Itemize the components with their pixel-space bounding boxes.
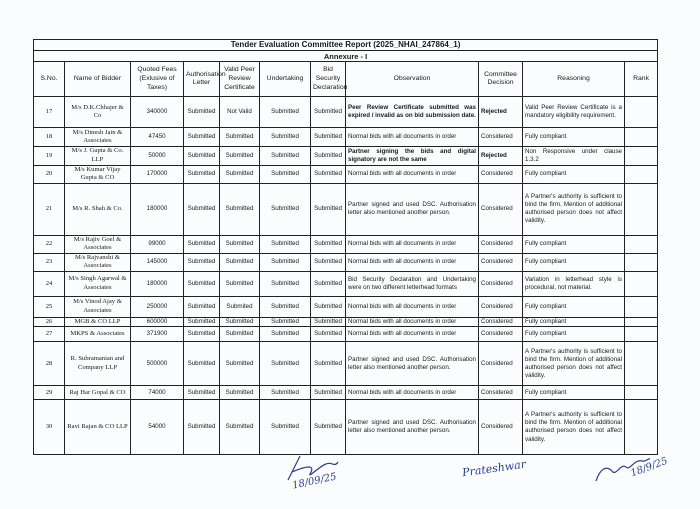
header-row: [34, 62, 658, 97]
cell-rank: [625, 386, 658, 400]
header-undertaking: Undertaking: [260, 62, 311, 97]
cell-peer: Submitted: [220, 147, 260, 165]
table-row: [34, 235, 658, 253]
cell-peer: Submitted: [220, 271, 260, 296]
cell-observation: Normal bids with all documents in order: [346, 253, 479, 271]
cell-peer: Submitted: [220, 386, 260, 400]
cell-undertaking: Submitted: [260, 183, 311, 235]
cell-name: Ravi Rajan & CO LLP: [65, 400, 131, 455]
cell-auth: Submitted: [184, 183, 220, 235]
cell-fees: 170000: [131, 165, 184, 183]
cell-auth: Submitted: [184, 271, 220, 296]
table-row: [34, 317, 658, 327]
table-row: [34, 271, 658, 296]
cell-decision: Considered: [479, 183, 523, 235]
cell-observation: Partner signed and used DSC. Authorisation letter also mentioned another person.: [346, 342, 479, 386]
cell-reasoning: A Partner's authority is sufficient to bind the firm. Mention of additional authorised person does not affect validity.: [523, 342, 625, 386]
cell-name: M/s Singh Agarwal & Associates: [65, 271, 131, 296]
cell-reasoning: Fully compliant: [523, 165, 625, 183]
cell-decision: Considered: [479, 327, 523, 342]
cell-name: R. Subramanian and Company LLP: [65, 342, 131, 386]
cell-decision: Considered: [479, 253, 523, 271]
cell-fees: 99000: [131, 235, 184, 253]
cell-auth: Submitted: [184, 147, 220, 165]
cell-auth: Submitted: [184, 97, 220, 128]
table-row: [34, 400, 658, 455]
cell-undertaking: Submitted: [260, 253, 311, 271]
cell-undertaking: Submitted: [260, 97, 311, 128]
cell-reasoning: Fully compliant: [523, 235, 625, 253]
cell-rank: [625, 271, 658, 296]
table-row: [34, 327, 658, 342]
cell-bid: Submitted: [311, 342, 346, 386]
cell-observation: Normal bids with all documents in order: [346, 128, 479, 147]
cell-rank: [625, 97, 658, 128]
cell-undertaking: Submitted: [260, 235, 311, 253]
cell-fees: 371900: [131, 327, 184, 342]
cell-sno: 17: [34, 97, 65, 128]
cell-name: Raj Har Gopal & CO: [65, 386, 131, 400]
cell-observation: Normal bids with all documents in order: [346, 235, 479, 253]
cell-auth: Submitted: [184, 342, 220, 386]
header-fees: Quoted Fees (Exlusive of Taxes): [131, 62, 184, 97]
cell-reasoning: Non Responsive under clause 1.3.2: [523, 147, 625, 165]
cell-bid: Submitted: [311, 386, 346, 400]
cell-undertaking: Submitted: [260, 317, 311, 327]
cell-fees: 145000: [131, 253, 184, 271]
cell-bid: Submitted: [311, 327, 346, 342]
cell-auth: Submitted: [184, 253, 220, 271]
cell-bid: Submitted: [311, 128, 346, 147]
cell-reasoning: A Partner's authority is sufficient to bind the firm. Mention of additional authorised person does not affect validity.: [523, 183, 625, 235]
cell-bid: Submitted: [311, 97, 346, 128]
cell-fees: 54000: [131, 400, 184, 455]
cell-name: M/s Vinod Ajay & Associates: [65, 296, 131, 317]
signature-3-date: 18/9/25: [629, 455, 670, 480]
table-row: [34, 128, 658, 147]
cell-observation: Normal bids with all documents in order: [346, 317, 479, 327]
cell-reasoning: Valid Peer Review Certificate is a mandatory eligibility requirement.: [523, 97, 625, 128]
cell-sno: 24: [34, 271, 65, 296]
cell-name: M/s R. Shah & Co.: [65, 183, 131, 235]
cell-bid: Submitted: [311, 271, 346, 296]
cell-rank: [625, 128, 658, 147]
cell-fees: 340000: [131, 97, 184, 128]
evaluation-table: [33, 39, 658, 455]
cell-undertaking: Submitted: [260, 165, 311, 183]
cell-decision: Rejected: [479, 97, 523, 128]
header-bid: Bid Security Declaration: [311, 62, 346, 97]
cell-sno: 21: [34, 183, 65, 235]
cell-auth: Submitted: [184, 317, 220, 327]
cell-bid: Submitted: [311, 253, 346, 271]
cell-observation: Bid Security Declaration and Undertaking were on two different letterhead formats: [346, 271, 479, 296]
cell-reasoning: Fully compliant: [523, 128, 625, 147]
cell-bid: Submitted: [311, 183, 346, 235]
cell-peer: Submitted: [220, 317, 260, 327]
cell-bid: Submitted: [311, 147, 346, 165]
cell-decision: Considered: [479, 165, 523, 183]
cell-auth: Submitted: [184, 400, 220, 455]
cell-decision: Considered: [479, 128, 523, 147]
cell-observation: Partner signed and used DSC. Authorisation letter also mentioned another person.: [346, 400, 479, 455]
cell-name: M/s Rajiv Goel & Associates: [65, 235, 131, 253]
cell-sno: 29: [34, 386, 65, 400]
cell-fees: 50000: [131, 147, 184, 165]
cell-reasoning: Fully compliant: [523, 386, 625, 400]
cell-name: M/s Dinesh Jain & Associates: [65, 128, 131, 147]
table-row: [34, 97, 658, 128]
cell-peer: Submitted: [220, 327, 260, 342]
header-decision: Committee Decision: [479, 62, 523, 97]
cell-sno: 19: [34, 147, 65, 165]
cell-observation: Normal bids with all documents in order: [346, 327, 479, 342]
cell-rank: [625, 342, 658, 386]
cell-auth: Submitted: [184, 386, 220, 400]
cell-auth: Submitted: [184, 165, 220, 183]
cell-reasoning: Fully compliant: [523, 253, 625, 271]
cell-peer: Submitted: [220, 165, 260, 183]
cell-name: MKPS & Associates: [65, 327, 131, 342]
table-row: [34, 342, 658, 386]
cell-bid: Submitted: [311, 317, 346, 327]
cell-sno: 20: [34, 165, 65, 183]
report-title: Tender Evaluation Committee Report (2025_NHAI_247864_1): [34, 40, 658, 51]
cell-undertaking: Submitted: [260, 400, 311, 455]
cell-fees: 500000: [131, 342, 184, 386]
cell-fees: 600000: [131, 317, 184, 327]
cell-reasoning: Fully compliant: [523, 327, 625, 342]
cell-auth: Submitted: [184, 327, 220, 342]
cell-bid: Submitted: [311, 296, 346, 317]
cell-bid: Submitted: [311, 400, 346, 455]
cell-observation: Normal bids with all documents in order: [346, 386, 479, 400]
cell-decision: Rejected: [479, 147, 523, 165]
cell-peer: Submitted: [220, 253, 260, 271]
cell-undertaking: Submitted: [260, 386, 311, 400]
header-sno: S.No.: [34, 62, 65, 97]
table-row: [34, 296, 658, 317]
cell-fees: 250000: [131, 296, 184, 317]
cell-observation: Normal bids with all documents in order: [346, 296, 479, 317]
cell-auth: Submitted: [184, 128, 220, 147]
cell-auth: Submitted: [184, 235, 220, 253]
cell-sno: 18: [34, 128, 65, 147]
cell-peer: Submitted: [220, 183, 260, 235]
cell-decision: Considered: [479, 317, 523, 327]
cell-fees: 74000: [131, 386, 184, 400]
header-reasoning: Reasoning: [523, 62, 625, 97]
cell-peer: Not Valid: [220, 97, 260, 128]
cell-reasoning: A Partner's authority is sufficient to bind the firm. Mention of additional authorised person does not affect validity.: [523, 400, 625, 455]
cell-undertaking: Submitted: [260, 327, 311, 342]
table-row: [34, 165, 658, 183]
cell-peer: Submitted: [220, 400, 260, 455]
cell-name: M/s Kumar Vijay Gupta & CO: [65, 165, 131, 183]
table-row: [34, 147, 658, 165]
cell-sno: 22: [34, 235, 65, 253]
header-observation: Observation: [346, 62, 479, 97]
cell-rank: [625, 165, 658, 183]
cell-undertaking: Submitted: [260, 128, 311, 147]
cell-peer: Submitted: [220, 235, 260, 253]
cell-observation: Peer Review Certificate submitted was expired / invalid as on bid submission date.: [346, 97, 479, 128]
header-name: Name of Bidder: [65, 62, 131, 97]
cell-peer: Submitted: [220, 128, 260, 147]
cell-decision: Considered: [479, 386, 523, 400]
cell-fees: 180000: [131, 271, 184, 296]
annexure-label: Annexure - I: [34, 51, 658, 62]
cell-undertaking: Submitted: [260, 296, 311, 317]
header-rank: Rank: [625, 62, 658, 97]
cell-name: M/s J. Gupta & Co. LLP: [65, 147, 131, 165]
cell-decision: Considered: [479, 271, 523, 296]
signature-1-date: 18/09/25: [291, 471, 338, 492]
cell-peer: Submitted: [220, 342, 260, 386]
cell-name: M/s Rajvanshi & Associates: [65, 253, 131, 271]
cell-bid: Submitted: [311, 165, 346, 183]
cell-fees: 47450: [131, 128, 184, 147]
header-auth: Authorisation Letter: [184, 62, 220, 97]
cell-sno: 30: [34, 400, 65, 455]
cell-undertaking: Submitted: [260, 147, 311, 165]
cell-rank: [625, 183, 658, 235]
cell-sno: 28: [34, 342, 65, 386]
cell-rank: [625, 400, 658, 455]
cell-decision: Considered: [479, 296, 523, 317]
cell-decision: Considered: [479, 342, 523, 386]
cell-name: MGB & CO LLP: [65, 317, 131, 327]
cell-observation: Normal bids with all documents in order: [346, 165, 479, 183]
cell-auth: Submitted: [184, 296, 220, 317]
cell-decision: Considered: [479, 400, 523, 455]
cell-observation: Partner signed and used DSC. Authorisation letter also mentioned another person.: [346, 183, 479, 235]
cell-undertaking: Submitted: [260, 271, 311, 296]
table-row: [34, 183, 658, 235]
header-peer: Valid Peer Review Certificate: [220, 62, 260, 97]
cell-fees: 180000: [131, 183, 184, 235]
cell-reasoning: Fully compliant: [523, 296, 625, 317]
cell-rank: [625, 235, 658, 253]
cell-bid: Submitted: [311, 235, 346, 253]
cell-name: M/s D.K.Chhajer & Co: [65, 97, 131, 128]
cell-rank: [625, 296, 658, 317]
cell-reasoning: Fully compliant: [523, 317, 625, 327]
cell-sno: 25: [34, 296, 65, 317]
cell-reasoning: Variation in letterhead style is procedural, not material.: [523, 271, 625, 296]
signature-2: Prateshwar: [461, 457, 527, 480]
cell-rank: [625, 253, 658, 271]
cell-peer: Submited: [220, 296, 260, 317]
cell-sno: 27: [34, 327, 65, 342]
cell-decision: Considered: [479, 235, 523, 253]
table-row: [34, 386, 658, 400]
table-row: [34, 253, 658, 271]
cell-undertaking: Submitted: [260, 342, 311, 386]
cell-rank: [625, 317, 658, 327]
cell-observation: Partner signing the bids and digital signatory are not the same: [346, 147, 479, 165]
cell-sno: 26: [34, 317, 65, 327]
cell-sno: 23: [34, 253, 65, 271]
table-body: [34, 97, 658, 455]
cell-rank: [625, 327, 658, 342]
cell-rank: [625, 147, 658, 165]
